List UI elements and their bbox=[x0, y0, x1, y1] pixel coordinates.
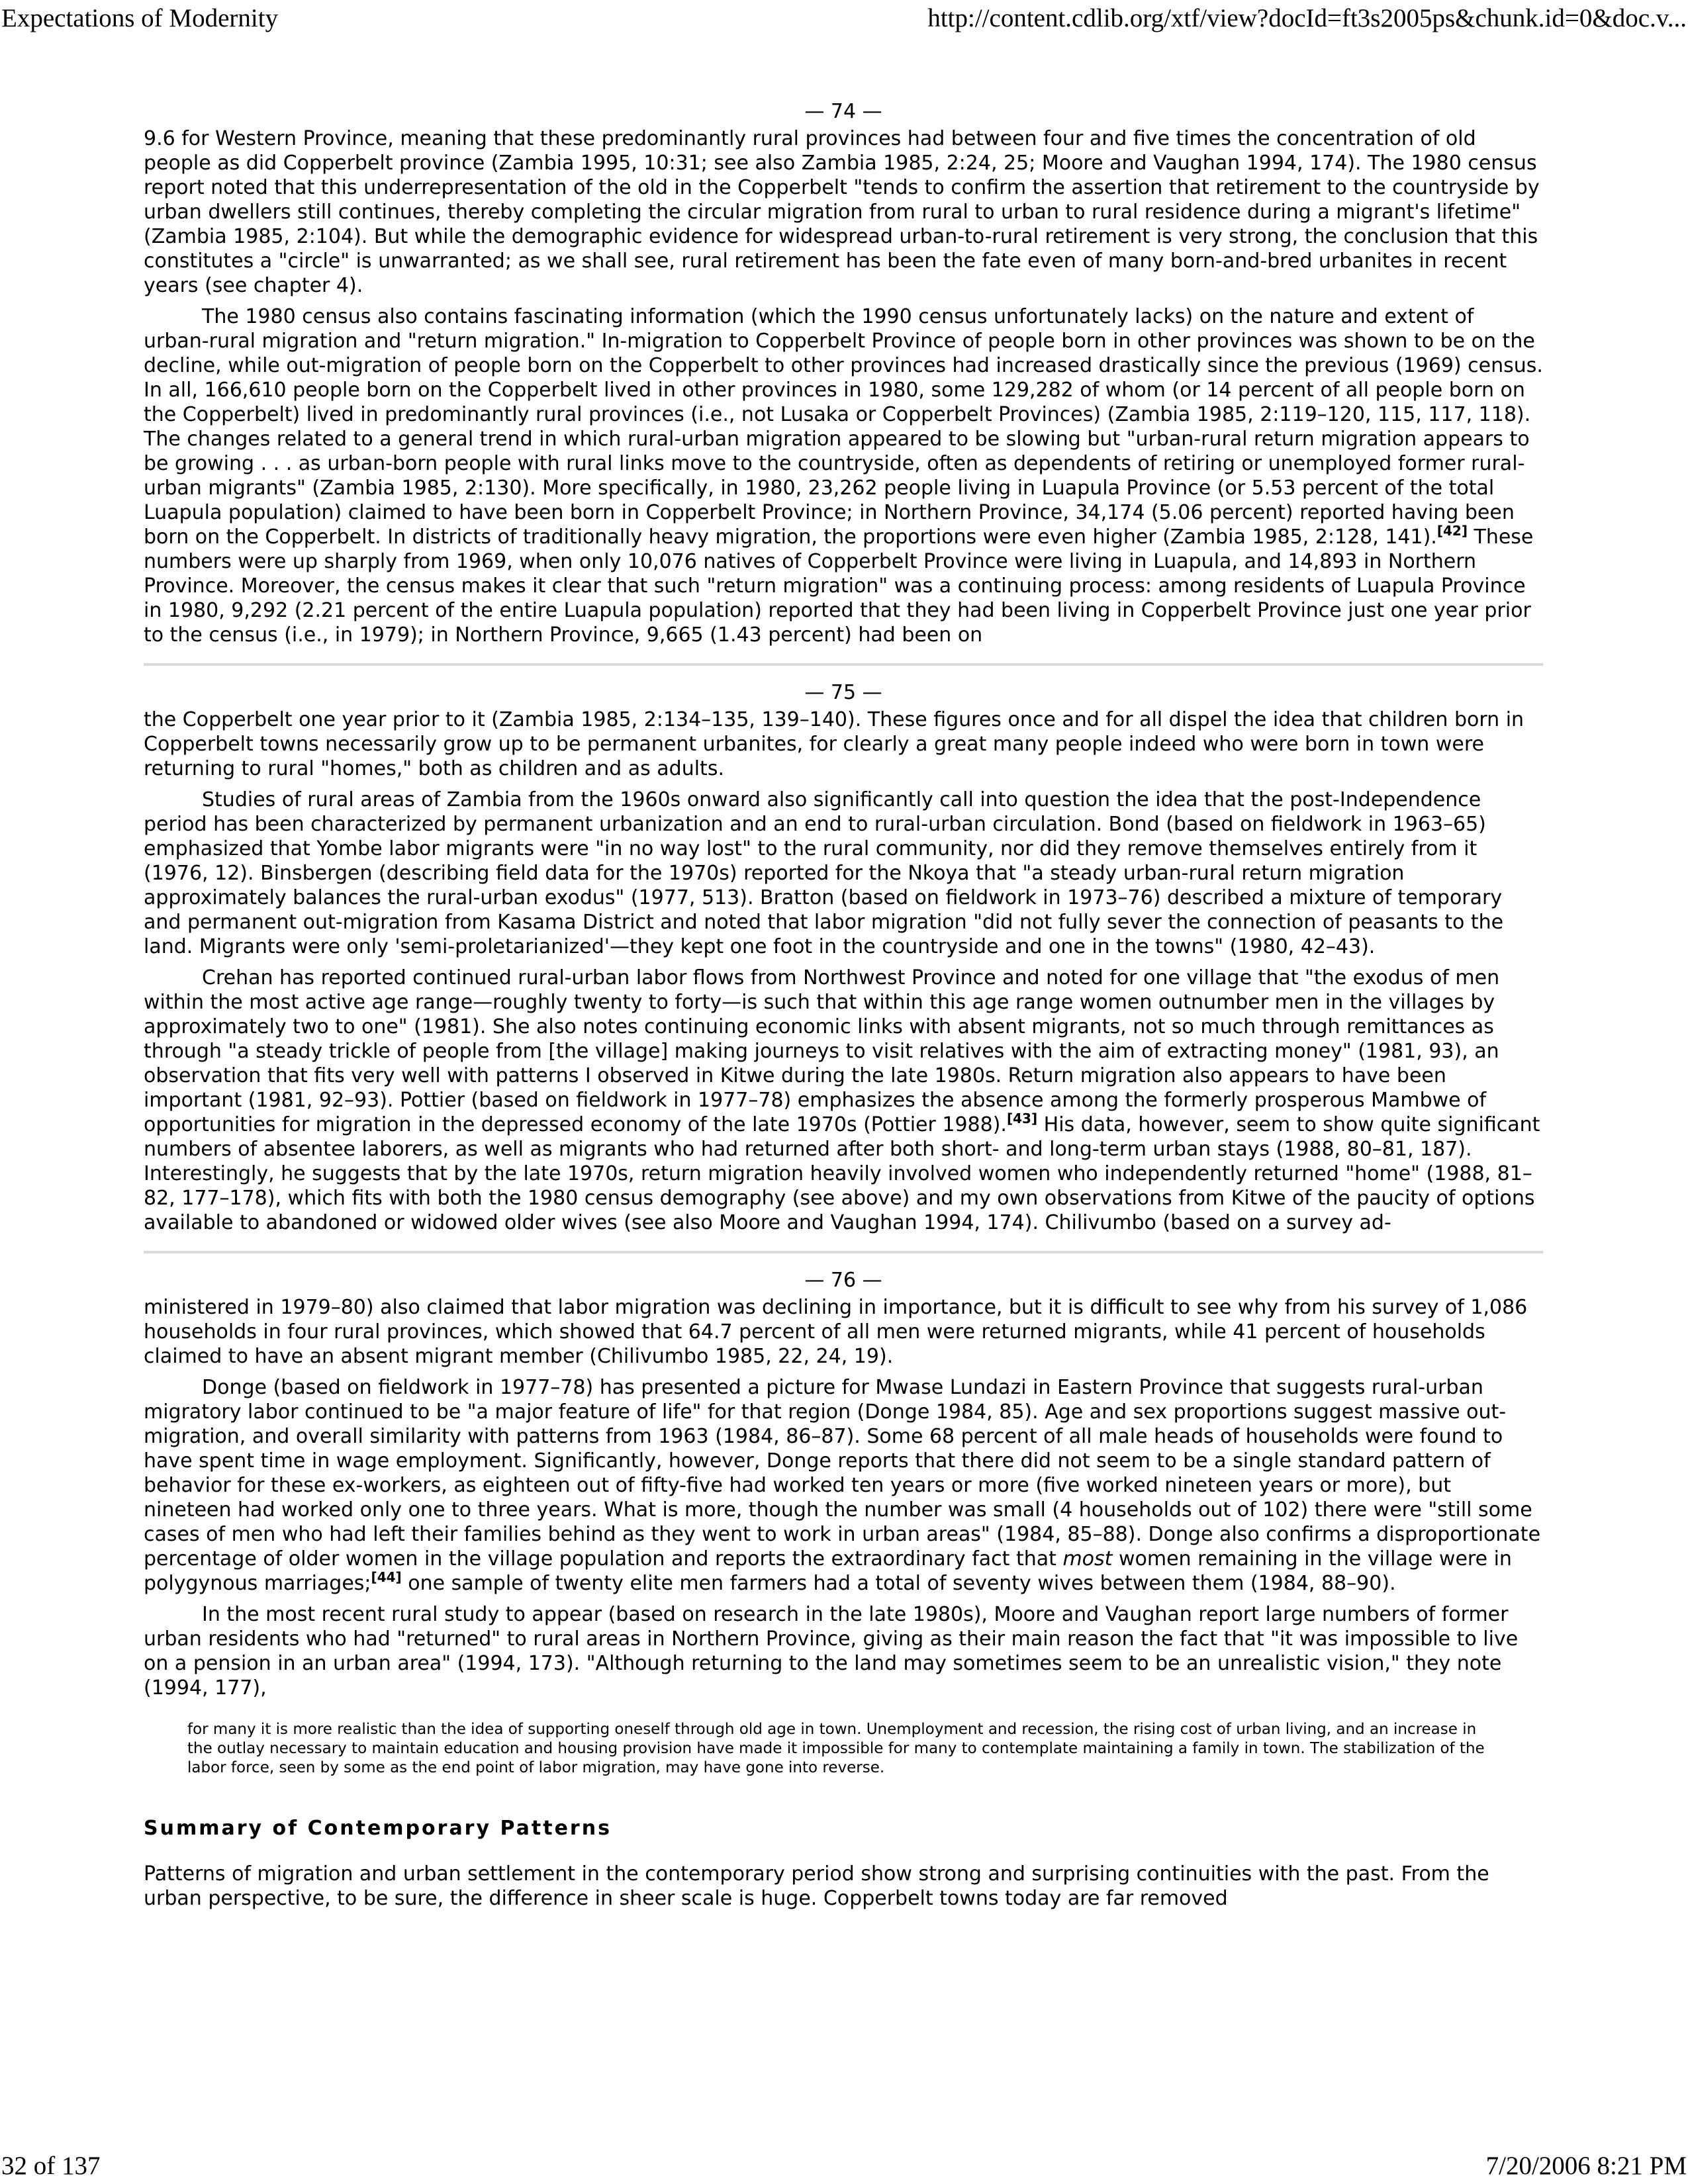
paragraph: In the most recent rural study to appear (based on research in the late 1980s), Moore and Vaughan report large numbers of former urban residents who had "returned" to rural areas in Northern Province, giving as their main reason the fact that "it was impossible to live on a pension in an urban area" (1994, 173). "Although returning to the land may sometimes seem to be an unrealistic vision," they note (1994, 177), bbox=[144, 1603, 1519, 1700]
paragraph: Patterns of migration and urban settlement in the contemporary period show strong and surprising continuities with the past. From the urban perspective, to be sure, the difference in sheer scale is huge. Copperbelt towns today are far removed bbox=[144, 1862, 1489, 1910]
footnote-link-44[interactable]: [44] bbox=[371, 1569, 402, 1585]
page-number-76: — 76 — bbox=[804, 1269, 882, 1292]
section-heading: Summary of Contemporary Patterns bbox=[144, 1817, 612, 1840]
page-divider bbox=[144, 663, 1543, 666]
document-title: Expectations of Modernity bbox=[1, 4, 279, 32]
print-footer bbox=[1, 2150, 1687, 2183]
footnote-link-43[interactable]: [43] bbox=[1006, 1111, 1038, 1126]
paragraph: Studies of rural areas of Zambia from the 1960s onward also significantly call into question the idea that the post-Independence period has been characterized by permanent urbanization and an end to rural-urban circulation. Bond (based on fieldwork in 1963–65) emphasized that Yombe labor migrants were "in no way lost" to the rural community, nor did they remove themselves entirely from it (1976, 12). Binsbergen (describing field data for the 1970s) reported for the Nkoya that "a steady urban-rural return migration approximately balances the rural-urban exodus" (1977, 513). Bratton (based on fieldwork in 1973–76) described a mixture of temporary and permanent out-migration from Kasama District and noted that labor migration "did not fully sever the connection of peasants to the land. Migrants were only 'semi-proletarianized'—they kept one foot in the countryside and one in the towns" (1980, 42–43). bbox=[144, 788, 1504, 958]
page-divider bbox=[144, 1251, 1543, 1253]
document-url[interactable]: http://content.cdlib.org/xtf/view?docId=ft3s2005ps&chunk.id=0&doc.v... bbox=[927, 4, 1687, 32]
block-quote: for many it is more realistic than the idea of supporting oneself through old age in town. Unemployment and recession, the rising cost of urban living, and an increase in the outlay necessary to maintain education and housing provision have made it impossible for many to contemplate maintaining a family in town. The stabilization of the labor force, seen by some as the end point of labor migration, may have gone into reverse. bbox=[187, 1721, 1485, 1776]
page-count: 32 of 137 bbox=[1, 2152, 101, 2180]
paragraph: The 1980 census also contains fascinating information (which the 1990 census unfortunately lacks) on the nature and extent of urban-rural migration and "return migration." In-migration to Copperbelt Province of people born in other provinces was shown to be on the decline, while out-migration of people born on the Copperbelt to other provinces had increased drastically since the previous (1969) census. In all, 166,610 people born on the Copperbelt lived in other provinces in 1980, some 129,282 of whom (or 14 percent of all people born on the Copperbelt) lived in predominantly rural provinces (i.e., not Lusaka or Copperbelt Provinces) (Zambia 1985, 2:119–120, 115, 117, 118). The changes related to a general trend in which rural-urban migration appeared to be slowing but "urban-rural return migration appears to be growing . . . as urban-born people with rural links move to the countryside, often as dependents of retiring or unemployed former rural-urban migrants" (Zambia 1985, 2:130). More specifically, in 1980, 23,262 people living in Luapula Province (or 5.53 percent of the total Luapula population) claimed to have been born in Copperbelt Province; in Northern Province, 34,174 (5.06 percent) reported having been born on the Copperbelt. In districts of traditionally heavy migration, the proportions were even higher (Zambia 1985, 2:128, 141).[42] These numbers were up sharply from 1969, when only 10,076 natives of Copperbelt Province were living in Luapula, and 14,893 in Northern Province. Moreover, the census makes it clear that such "return migration" was a continuing process: among residents of Luapula Province in 1980, 9,292 (2.21 percent of the entire Luapula population) reported that they had been living in Copperbelt Province just one year prior to the census (i.e., in 1979); in Northern Province, 9,665 (1.43 percent) had been on bbox=[144, 305, 1543, 647]
document-body bbox=[144, 99, 1543, 1917]
paragraph: ministered in 1979–80) also claimed that labor migration was declining in importance, but it is difficult to see why from his survey of 1,086 households in four rural provinces, which showed that 64.7 percent of all men were returned migrants, while 41 percent of households claimed to have an absent migrant member (Chilivumbo 1985, 22, 24, 19). bbox=[144, 1296, 1528, 1368]
paragraph: the Copperbelt one year prior to it (Zambia 1985, 2:134–135, 139–140). These figures once and for all dispel the idea that children born in Copperbelt towns necessarily grow up to be permanent urbanites, for clearly a great many people indeed who were born in town were returning to rural "homes," both as children and as adults. bbox=[144, 708, 1524, 780]
page-number-75: — 75 — bbox=[804, 681, 882, 704]
print-datetime: 7/20/2006 8:21 PM bbox=[1485, 2152, 1687, 2180]
paragraph: Crehan has reported continued rural-urban labor flows from Northwest Province and noted for one village that "the exodus of men within the most active age range—roughly twenty to forty—is such that within this age range women outnumber men in the villages by approximately two to one" (1981). She also notes continuing economic links with absent migrants, not so much through remittances as through "a steady trickle of people from [the village] making journeys to visit relatives with the aim of extracting money" (1981, 93), an observation that fits very well with patterns I observed in Kitwe during the late 1980s. Return migration also appears to have been important (1981, 92–93). Pottier (based on fieldwork in 1977–78) emphasizes the absence among the formerly prosperous Mambwe of opportunities for migration in the depressed economy of the late 1970s (Pottier 1988).[43] His data, however, seem to show quite significant numbers of absentee laborers, as well as migrants who had returned after both short- and long-term urban stays (1988, 80–81, 187). Interestingly, he suggests that by the late 1970s, return migration heavily involved women who independently returned "home" (1988, 81–82, 177–178), which fits with both the 1980 census demography (see above) and my own observations from Kitwe of the paucity of options available to abandoned or widowed older wives (see also Moore and Vaughan 1994, 174). Chilivumbo (based on a survey ad- bbox=[144, 966, 1540, 1234]
paragraph: Donge (based on fieldwork in 1977–78) has presented a picture for Mwase Lundazi in Eastern Province that suggests rural-urban migratory labor continued to be "a major feature of life" for that region (Donge 1984, 85). Age and sex proportions suggest massive out-migration, and overall similarity with patterns from 1963 (1984, 86–87). Some 68 percent of all male heads of households were found to have spent time in wage employment. Significantly, however, Donge reports that there did not seem to be a single standard pattern of behavior for these ex-workers, as eighteen out of fifty-five had worked ten years or more (five worked nineteen years or more), but nineteen had worked only one to three years. What is more, though the number was small (4 households out of 102) there were "still some cases of men who had left their families behind as they went to work in urban areas" (1984, 85–88). Donge also confirms a disproportionate percentage of older women in the village population and reports the extraordinary fact that most women remaining in the village were in polygynous marriages;[44] one sample of twenty elite men farmers had a total of seventy wives between them (1984, 88–90). bbox=[144, 1376, 1541, 1595]
footnote-link-42[interactable]: [42] bbox=[1436, 523, 1468, 539]
print-header bbox=[1, 1, 1687, 36]
page-number-74: — 74 — bbox=[804, 100, 882, 123]
paragraph: 9.6 for Western Province, meaning that these predominantly rural provinces had between four and five times the concentration of old people as did Copperbelt province (Zambia 1995, 10:31; see also Zambia 1985, 2:24, 25; Moore and Vaughan 1994, 174). The 1980 census report noted that this underrepresentation of the old in the Copperbelt "tends to confirm the assertion that retirement to the countryside by urban dwellers still continues, thereby completing the circular migration from rural to urban to rural residence during a migrant's lifetime" (Zambia 1985, 2:104). But while the demographic evidence for widespread urban-to-rural retirement is very strong, the conclusion that this constitutes a "circle" is unwarranted; as we shall see, rural retirement has been the fate even of many born-and-bred urbanites in recent years (see chapter 4). bbox=[144, 127, 1540, 297]
